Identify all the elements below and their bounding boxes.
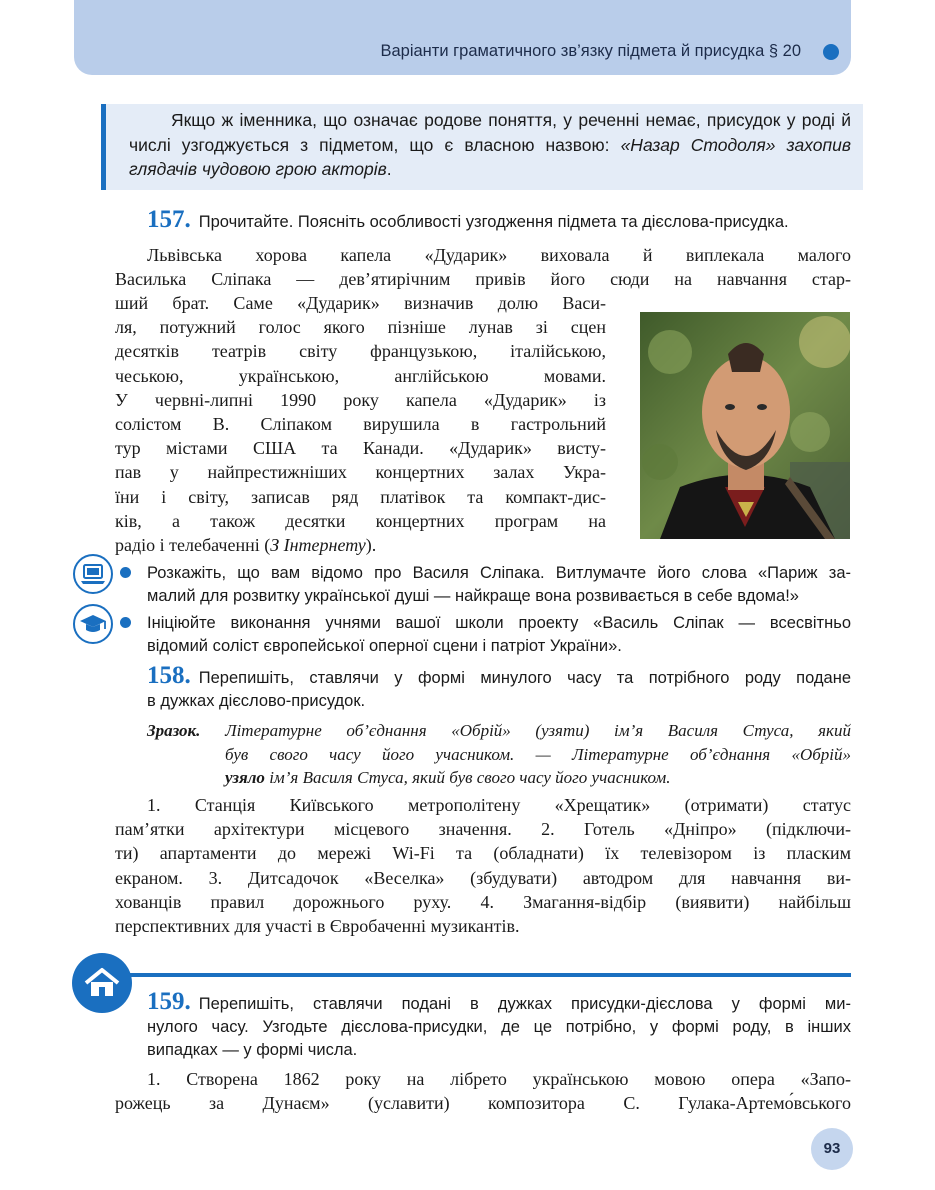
rule-text — [129, 108, 851, 182]
rule-line-2: у роді й числі узгоджується з підметом, що є власною назвою: — [129, 110, 851, 155]
text-line: 1. Створена 1862 року на лібрето українською мовою опера «Запо- — [147, 1069, 851, 1089]
text-line: 1. Станція Київського метрополітену «Хрещатик» (отримати) статус — [147, 795, 851, 815]
text-line: рожець за Дунаєм» (уславити) композитора С. Гулака-Артемо́вського — [115, 1093, 851, 1114]
laptop-icon — [73, 554, 113, 594]
exercise-158-number: 158. — [147, 662, 191, 689]
text-line: хованців правил дорожнього руху. 4. Змагання-відбір (виявити) найбільш — [115, 891, 851, 912]
sample-block: Зразок. Літературне об’єднання «Обрій» (узяти) ім’я Василя Стуса, який був свого часу його учасником. — Літературне об’єднання «Обрій» узяло ім’я Василя Стуса, який був свого часу його учасником. — [147, 721, 851, 787]
rule-example-2: захопив глядачів чудовою грою акторів — [129, 134, 851, 179]
text-line: Львівська хорова капела «Дударик» виховала й виплекала малого — [147, 245, 851, 265]
text-line: тур містами США та Канади. «Дударик» висту- — [115, 438, 606, 459]
bullet-point — [120, 617, 131, 628]
rule-line-1: Якщо ж іменника, що означає родове поняття, у реченні немає, присудок — [171, 110, 781, 130]
text-line: ти) апартаменти до мережі Wi-Fi та (обладнати) їх телевізором із пласким — [115, 843, 851, 864]
exercise-157-text-narrow — [115, 291, 606, 557]
header-band — [74, 0, 851, 75]
bullet-1-text: Розкажіть, що вам відомо про Василя Сліпака. Витлумачте його слова «Париж за- малий для розвитку української душі — найкраще вона розвивається в себе вдома!» — [147, 564, 851, 605]
text-line: перспективних для участі в Євробаченні музикантів. — [115, 916, 520, 937]
sample-label: Зразок. — [147, 721, 201, 740]
exercise-159-number: 159. — [147, 988, 191, 1015]
text-line: екраном. 3. Дитсадочок «Веселка» (збудувати) автодром для навчання ви- — [115, 867, 851, 888]
rule-end: . — [386, 159, 392, 179]
text-line: У червні-липні 1990 року капела «Дударик» із — [115, 389, 606, 410]
text-line: солістом В. Сліпаком вирушила в гастрольний — [115, 414, 606, 435]
exercise-157-heading — [147, 208, 789, 234]
exercise-159-heading: 159. Перепишіть, ставлячи подані в дужках присудки-дієслова у формі ми- нулого часу. Узгодьте дієслова-присудки, де це потрібно, у формі роду, в інших випадках — у формі числа. — [147, 988, 851, 1059]
bullet-point — [120, 567, 131, 578]
text-line: ків, а також десятки концертних програм на — [115, 510, 606, 531]
exercise-158-task: Перепишіть, ставлячи у формі минулого часу та потрібного роду подане — [198, 669, 851, 687]
text-line: чеською, українською, англійською мовами. — [115, 365, 606, 386]
rule-box — [101, 104, 863, 190]
page-number: 93 — [811, 1128, 853, 1170]
exercise-157-task: Прочитайте. Поясніть особливості узгодження підмета та дієслова-присудка. — [198, 213, 789, 231]
exercise-157-number: 157. — [147, 206, 191, 233]
source-label: З Інтернету — [270, 535, 366, 556]
text-line: Василька Сліпака — дев’ятирічним привів його сюди на навчання стар- — [115, 269, 851, 290]
home-icon — [72, 953, 132, 1013]
exercise-159-task: Перепишіть, ставлячи подані в дужках присудки-дієслова у формі ми- — [198, 995, 851, 1013]
rule-example-1: «Назар Стодоля» — [620, 134, 776, 155]
exercise-158-heading: 158. Перепишіть, ставлячи у формі минулого часу та потрібного роду подане в дужках дієслово-присудок. — [147, 662, 851, 710]
homework-rule — [120, 973, 851, 977]
text-line: десятків театрів світу французькою, італійською, — [115, 341, 606, 362]
portrait-photo — [640, 312, 850, 539]
exercise-157-text-wide — [115, 243, 851, 291]
text-line: ший брат. Саме «Дударик» визначив долю Васи- — [115, 293, 606, 313]
exercise-158-text — [115, 793, 851, 938]
header-title: Варіанти граматичного зв’язку підмета й присудка § 20 — [380, 42, 801, 60]
graduation-cap-icon — [73, 604, 113, 644]
text-line: їни і світу, записав ряд платівок та компакт-дис- — [115, 486, 606, 507]
text-line: пам’ятки архітектури місцевого значення. 2. Готель «Дніпро» (підключи- — [115, 819, 851, 840]
text-line: пав у найпрестижніших концертних залах Укра- — [115, 462, 606, 483]
sample-answer-word: узяло — [225, 768, 265, 787]
rule-accent-bar — [101, 104, 106, 190]
exercise-159-text — [115, 1067, 851, 1115]
text-line: ля, потужний голос якого пізніше лунав зі сцен — [115, 317, 606, 338]
text-line-source: радіо і телебаченні (З Інтернету). — [115, 535, 377, 556]
bullet-2-text: Ініціюйте виконання учнями вашої школи проекту «Василь Сліпак — всесвітньо відомий соліст європейської оперної сцени і патріот України». — [147, 614, 851, 655]
header-dot — [823, 44, 839, 60]
